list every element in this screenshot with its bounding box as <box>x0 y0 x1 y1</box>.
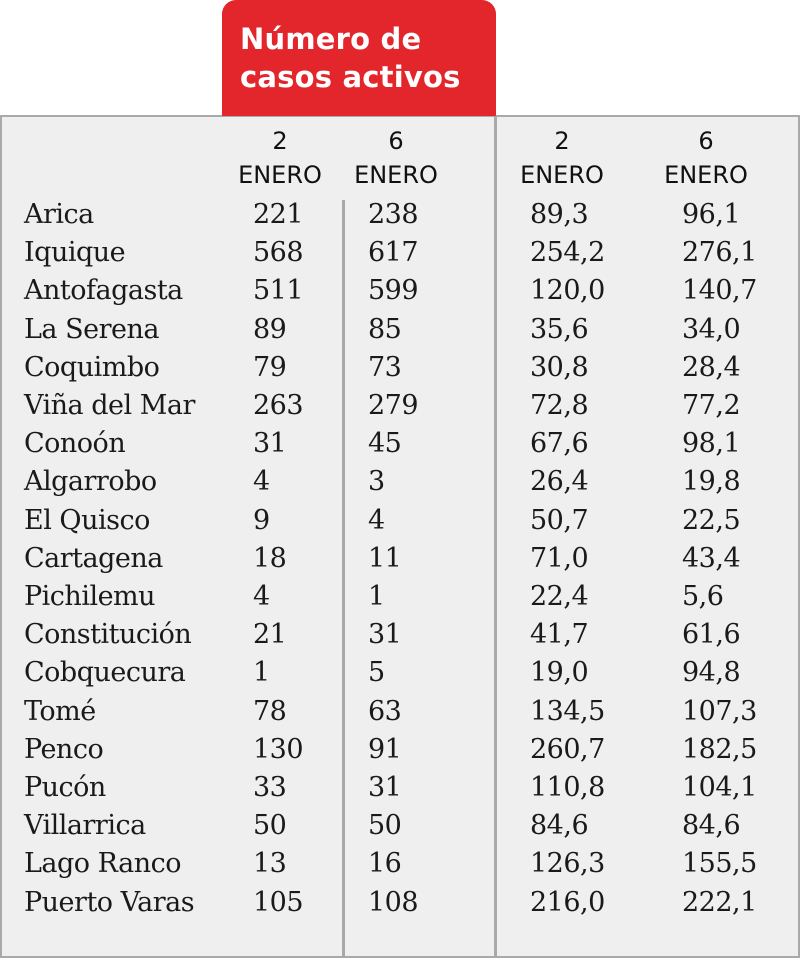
title-line-1: Número de <box>240 22 422 56</box>
table-row <box>0 234 800 272</box>
rate-jan6: 28,4 <box>682 351 741 383</box>
active-cases-jan2: 31 <box>253 428 287 460</box>
rate-jan2: 30,8 <box>530 351 589 383</box>
rate-jan6: 222,1 <box>682 886 757 918</box>
city-name: Pucón <box>24 772 106 803</box>
header-day: 2 <box>554 127 570 155</box>
table-row <box>0 807 800 845</box>
active-cases-jan2: 9 <box>253 504 270 536</box>
header-month: ENERO <box>664 161 748 189</box>
rate-jan2: 71,0 <box>530 542 589 574</box>
active-cases-jan6: 73 <box>368 351 402 383</box>
table-row <box>0 731 800 769</box>
active-cases-jan6: 108 <box>368 886 419 918</box>
rate-jan2: 35,6 <box>530 313 589 345</box>
active-cases-jan6: 45 <box>368 428 402 460</box>
rate-jan6: 19,8 <box>682 466 741 498</box>
active-cases-jan6: 31 <box>368 772 402 803</box>
rate-jan2: 260,7 <box>530 733 605 765</box>
active-cases-jan6: 50 <box>368 810 402 842</box>
active-cases-jan2: 18 <box>253 542 287 574</box>
rate-jan2: 110,8 <box>530 772 605 803</box>
table-row <box>0 387 800 425</box>
active-cases-jan2: 4 <box>253 581 270 612</box>
active-cases-jan2: 263 <box>253 390 304 421</box>
header-rate-jan6 <box>651 124 761 192</box>
city-name: La Serena <box>24 313 159 345</box>
rate-jan6: 96,1 <box>682 199 741 230</box>
active-cases-jan2: 221 <box>253 199 304 230</box>
city-name: Antofagasta <box>24 275 183 307</box>
active-cases-jan2: 4 <box>253 466 270 498</box>
active-cases-jan6: 3 <box>368 466 385 498</box>
city-name: Arica <box>24 199 94 230</box>
table-row <box>0 311 800 349</box>
rate-jan2: 254,2 <box>530 237 605 269</box>
rate-jan6: 182,5 <box>682 733 757 765</box>
active-cases-jan6: 599 <box>368 275 419 307</box>
rate-jan6: 5,6 <box>682 581 724 612</box>
rate-jan2: 67,6 <box>530 428 589 460</box>
rate-jan2: 84,6 <box>530 810 589 842</box>
rate-jan2: 41,7 <box>530 619 589 651</box>
rate-jan6: 22,5 <box>682 504 741 536</box>
active-cases-jan6: 4 <box>368 504 385 536</box>
header-active-jan6 <box>341 124 451 192</box>
city-name: Iquique <box>24 237 126 269</box>
rate-jan2: 126,3 <box>530 848 605 880</box>
active-cases-jan2: 130 <box>253 733 304 765</box>
active-cases-jan2: 568 <box>253 237 304 269</box>
active-cases-jan6: 85 <box>368 313 402 345</box>
city-name: Puerto Varas <box>24 886 195 918</box>
active-cases-jan2: 50 <box>253 810 287 842</box>
city-name: Villarrica <box>24 810 146 842</box>
active-cases-jan6: 617 <box>368 237 419 269</box>
active-cases-jan2: 78 <box>253 695 287 727</box>
city-name: Conoón <box>24 428 126 460</box>
active-cases-jan2: 13 <box>253 848 287 880</box>
header-month: ENERO <box>238 161 322 189</box>
city-name: El Quisco <box>24 504 150 536</box>
rate-jan6: 155,5 <box>682 848 757 880</box>
rate-jan6: 276,1 <box>682 237 757 269</box>
rate-jan2: 19,0 <box>530 657 589 689</box>
rate-jan6: 107,3 <box>682 695 757 727</box>
active-cases-jan6: 91 <box>368 733 402 765</box>
city-name: Penco <box>24 733 104 765</box>
title-line-2: casos activos <box>240 60 461 94</box>
header-active-jan2 <box>225 124 335 192</box>
table-row <box>0 769 800 807</box>
active-cases-jan2: 33 <box>253 772 287 803</box>
active-cases-jan2: 105 <box>253 886 304 918</box>
table-row <box>0 578 800 616</box>
table-row <box>0 693 800 731</box>
header-month: ENERO <box>520 161 604 189</box>
table-row <box>0 196 800 234</box>
active-cases-jan6: 1 <box>368 581 385 612</box>
rate-jan6: 140,7 <box>682 275 757 307</box>
table-row <box>0 502 800 540</box>
active-cases-jan6: 16 <box>368 848 402 880</box>
header-day: 6 <box>388 127 404 155</box>
active-cases-jan2: 79 <box>253 351 287 383</box>
table-row <box>0 349 800 387</box>
rate-jan6: 84,6 <box>682 810 741 842</box>
rate-jan6: 61,6 <box>682 619 741 651</box>
rate-jan6: 98,1 <box>682 428 741 460</box>
city-name: Cartagena <box>24 542 163 574</box>
active-cases-jan6: 31 <box>368 619 402 651</box>
header-day: 6 <box>698 127 714 155</box>
active-cases-jan2: 89 <box>253 313 287 345</box>
table-row <box>0 845 800 883</box>
rate-jan2: 134,5 <box>530 695 605 727</box>
table-row <box>0 884 800 922</box>
active-cases-jan6: 279 <box>368 390 419 421</box>
header-rate-jan2 <box>507 124 617 192</box>
table-row <box>0 654 800 692</box>
header-month: ENERO <box>354 161 438 189</box>
table-row <box>0 425 800 463</box>
city-name: Pichilemu <box>24 581 156 612</box>
table-row <box>0 540 800 578</box>
active-cases-jan2: 21 <box>253 619 287 651</box>
rate-jan6: 104,1 <box>682 772 757 803</box>
rate-jan6: 43,4 <box>682 542 741 574</box>
rate-jan2: 120,0 <box>530 275 605 307</box>
rate-jan2: 26,4 <box>530 466 589 498</box>
rate-jan6: 94,8 <box>682 657 741 689</box>
active-cases-jan6: 5 <box>368 657 385 689</box>
active-cases-jan6: 63 <box>368 695 402 727</box>
table-row <box>0 463 800 501</box>
rate-jan2: 216,0 <box>530 886 605 918</box>
rate-jan6: 77,2 <box>682 390 741 421</box>
active-cases-jan2: 511 <box>253 275 304 307</box>
header-day: 2 <box>272 127 288 155</box>
rate-jan2: 89,3 <box>530 199 589 230</box>
active-cases-jan6: 238 <box>368 199 419 230</box>
city-name: Algarrobo <box>24 466 157 498</box>
table-row <box>0 272 800 310</box>
city-name: Lago Ranco <box>24 848 181 880</box>
city-name: Tomé <box>24 695 96 727</box>
city-name: Cobquecura <box>24 657 186 689</box>
active-cases-jan2: 1 <box>253 657 270 689</box>
rate-jan2: 22,4 <box>530 581 589 612</box>
city-name: Viña del Mar <box>24 390 195 421</box>
active-cases-jan6: 11 <box>368 542 402 574</box>
title-tab <box>222 0 496 116</box>
rate-jan2: 50,7 <box>530 504 589 536</box>
rate-jan6: 34,0 <box>682 313 741 345</box>
city-name: Coquimbo <box>24 351 160 383</box>
table-row <box>0 616 800 654</box>
city-name: Constitución <box>24 619 192 651</box>
rate-jan2: 72,8 <box>530 390 589 421</box>
